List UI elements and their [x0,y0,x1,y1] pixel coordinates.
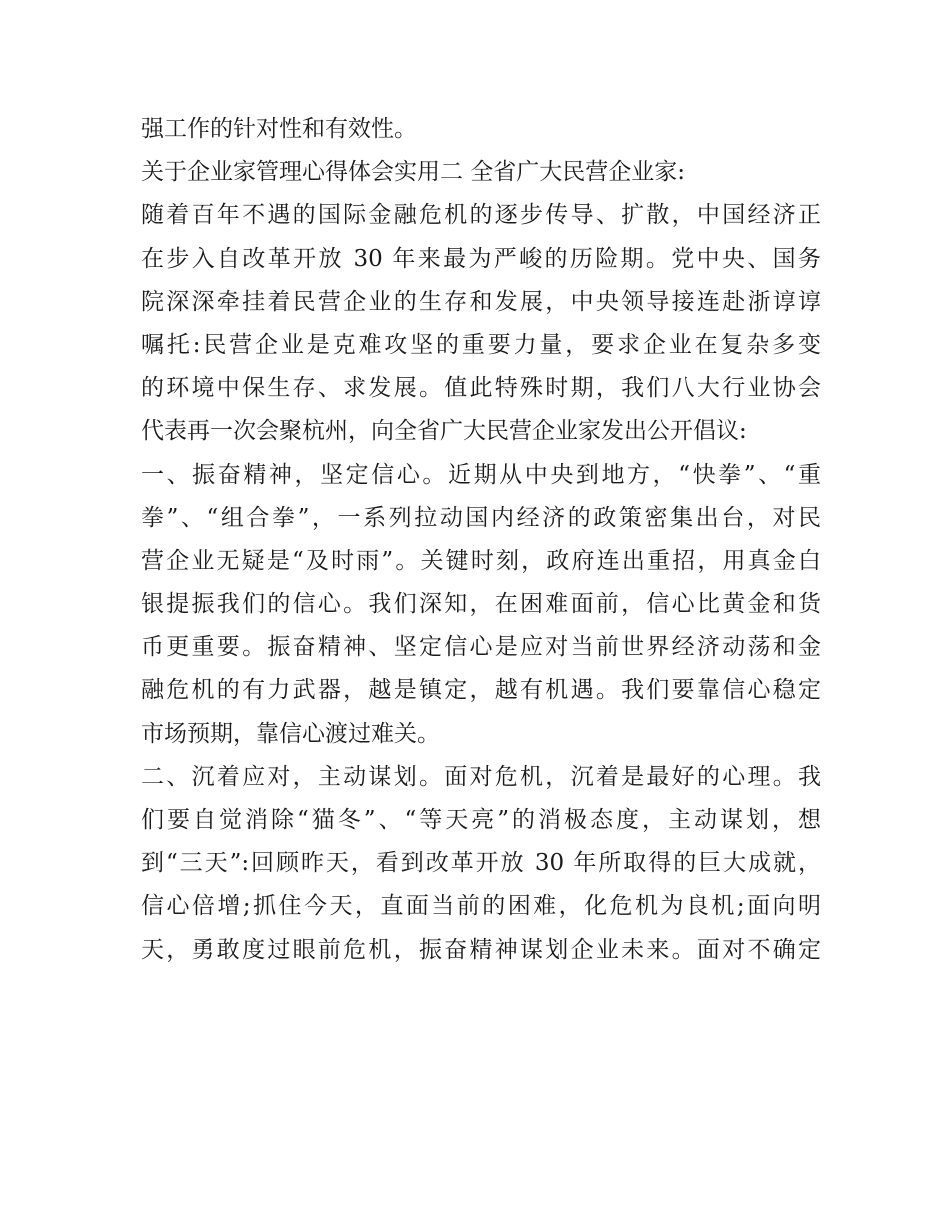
text-line: 币更重要。振奋精神、坚定信心是应对当前世界经济动荡和金 [141,634,821,661]
text-line: 二、沉着应对，主动谋划。面对危机，沉着是最好的心理。我 [141,763,821,790]
text-line: 银提振我们的信心。我们深知，在困难面前，信心比黄金和货 [141,591,821,618]
text-line: 院深深牵挂着民营企业的生存和发展，中央领导接连赴浙谆谆 [141,288,821,315]
document-body [141,108,821,972]
text-line: 融危机的有力武器，越是镇定，越有机遇。我们要靠信心稳定 [141,677,821,704]
text-line: 在步入自改革开放 30 年来最为严峻的历险期。党中央、国务 [141,245,821,272]
text-line: 的环境中保生存、求发展。值此特殊时期，我们八大行业协会 [141,375,821,402]
text-line: 拳”、“组合拳”，一系列拉动国内经济的政策密集出台，对民 [141,504,821,531]
text-line: 一、振奋精神，坚定信心。近期从中央到地方，“快拳”、“重 [141,461,821,488]
text-line: 关于企业家管理心得体会实用二 全省广大民营企业家: [141,159,686,186]
text-line: 嘱托:民营企业是克难攻坚的重要力量，要求企业在复杂多变 [141,331,821,358]
text-line: 强工作的针对性和有效性。 [141,116,417,142]
text-line: 代表再一次会聚杭州，向全省广大民营企业家发出公开倡议: [141,418,747,445]
text-line: 营企业无疑是“及时雨”。关键时刻，政府连出重招，用真金白 [141,547,821,574]
text-line: 天，勇敢度过眼前危机，振奋精神谋划企业未来。面对不确定 [141,936,821,963]
text-line: 随着百年不遇的国际金融危机的逐步传导、扩散，中国经济正 [141,202,821,229]
text-line: 市场预期，靠信心渡过难关。 [141,720,440,747]
text-line: 们要自觉消除“猫冬”、“等天亮”的消极态度，主动谋划，想 [141,807,821,833]
text-line: 到“三天”:回顾昨天，看到改革开放 30 年所取得的巨大成就， [141,850,821,877]
text-line: 信心倍增;抓住今天，直面当前的困难，化危机为良机;面向明 [141,893,821,920]
